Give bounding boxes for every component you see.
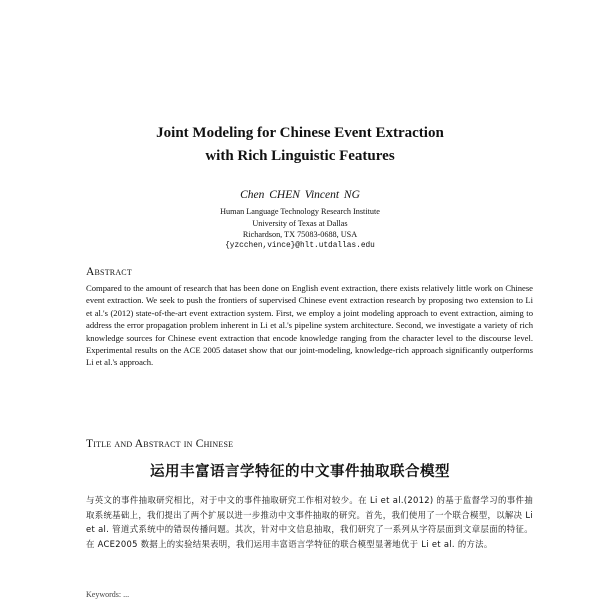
affiliation-university: University of Texas at Dallas [252,218,348,228]
chinese-title: 运用丰富语言学特征的中文事件抽取联合模型 [150,464,450,480]
affiliation-email: {yzcchen,vince}@hlt.utdallas.edu [225,241,375,250]
author-names: Chen CHEN Vincent NG [240,189,360,201]
chinese-abstract-text: 与英文的事件抽取研究相比，对于中文的事件抽取研究工作相对较少。在 Li et al.(2012) 的基于监督学习的事件抽取系统基础上，我们提出了两个扩展以进一步推动中文事件抽取的研究。首先，我们使用了一个联合模型，以解决 Li et al. 管道式系统中的错误传播问题。其次，针对中文信息抽取，我们研究了一系列从字符层面到文章层面的特征。在 ACE2005 数据上的实验结果表明，我们运用丰富语言学特征的联合模型显著地优于 Li et al. 的方法。 [86,495,533,549]
paper-title [0,122,600,168]
chinese-section-heading: Title and Abstract in Chinese [86,438,234,450]
affiliation-institute: Human Language Technology Research Institute [220,207,380,216]
paper-title-line-1: Joint Modeling for Chinese Event Extraction [156,125,444,141]
paper-title-line-2: with Rich Linguistic Features [205,148,395,164]
affiliation-block [0,206,600,252]
page-footer-fragment: Keywords: ... [86,590,130,599]
abstract-text: Compared to the amount of research that has been done on English event extraction, there exists relatively little work on Chinese event extraction. We seek to push the frontiers of supervised Chinese event extraction research by proposing two extension to Li et al.'s (2012) state-of-the-art event extraction system. First, we employ a joint modeling approach to event extraction, aiming to address the error propagation problem inherent in Li et al.'s pipeline system architecture. Second, we investigate a variety of rich knowledge sources for Chinese event extraction that encode knowledge ranging from the character level to the discourse level. Experimental results on the ACE 2005 dataset show that our joint-modeling, knowledge-rich approach significantly outperforms Li et al.'s approach. [86,283,533,368]
abstract-heading: Abstract [86,266,132,278]
affiliation-address: Richardson, TX 75083-0688, USA [242,230,358,240]
